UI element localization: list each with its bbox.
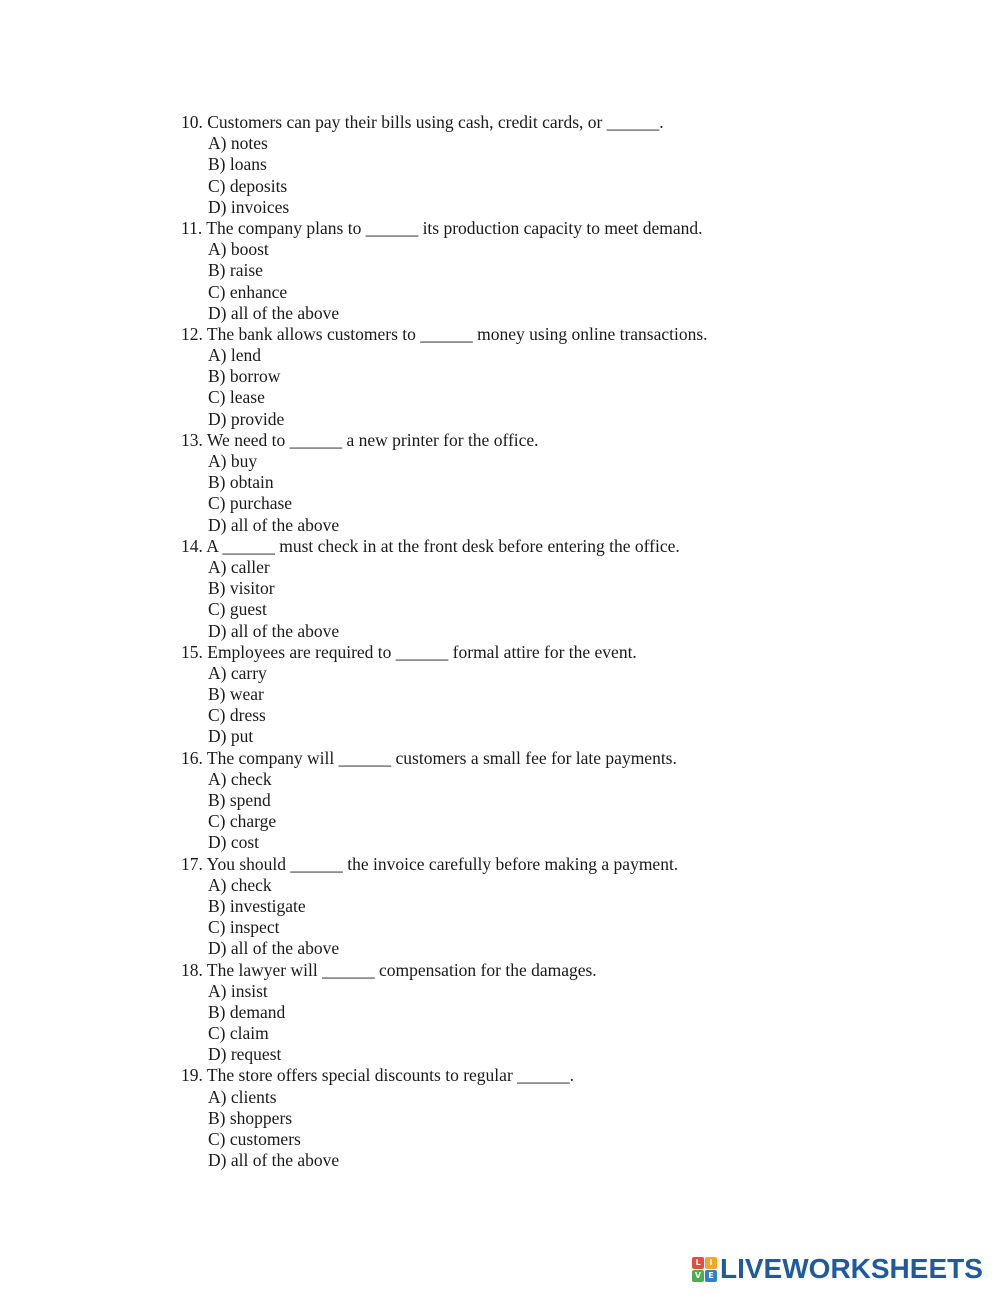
answer-option: B) visitor (208, 578, 275, 599)
answer-option: D) invoices (208, 196, 290, 217)
answer-option: D) all of the above (208, 302, 340, 323)
logo-square-l: L (692, 1257, 704, 1269)
answer-option: C) purchase (208, 493, 293, 514)
question-text: 13. We need to ______ a new printer for the office. (181, 429, 539, 450)
logo-mark-icon (692, 1257, 717, 1282)
answer-option: D) request (208, 1044, 282, 1065)
answer-option: B) shoppers (208, 1107, 293, 1128)
question-block (181, 324, 821, 430)
answer-option: B) obtain (208, 472, 274, 493)
question-block (181, 1065, 821, 1171)
question-text: 11. The company plans to ______ its production capacity to meet demand. (181, 217, 703, 238)
liveworksheets-logo (692, 1254, 983, 1284)
answer-option: C) claim (208, 1023, 269, 1044)
answer-option: C) charge (208, 811, 277, 832)
answer-option: B) borrow (208, 366, 281, 387)
answer-option: B) raise (208, 260, 263, 281)
answer-option: A) carry (208, 662, 267, 683)
question-text: 10. Customers can pay their bills using cash, credit cards, or ______. (181, 112, 664, 132)
answer-option: D) all of the above (208, 514, 340, 535)
answer-option: B) spend (208, 790, 271, 810)
question-text: 12. The bank allows customers to ______ money using online transactions. (181, 323, 708, 344)
answer-option: A) buy (208, 451, 258, 471)
answer-option: A) caller (208, 556, 270, 577)
logo-text: LIVEWORKSHEETS (720, 1253, 983, 1284)
answer-option: D) provide (208, 408, 285, 429)
answer-option: A) lend (208, 345, 261, 366)
question-block (181, 430, 821, 536)
answer-option: D) all of the above (208, 938, 340, 959)
answer-option: B) demand (208, 1001, 286, 1022)
answer-option: C) customers (208, 1129, 301, 1149)
logo-square-e: E (705, 1270, 717, 1282)
answer-option: B) loans (208, 154, 267, 175)
question-block (181, 218, 821, 324)
answer-option: D) all of the above (208, 620, 340, 641)
question-block (181, 112, 821, 218)
answer-option: C) enhance (208, 281, 288, 302)
answer-option: C) inspect (208, 917, 280, 938)
question-text: 19. The store offers special discounts to regular ______. (181, 1065, 575, 1086)
answer-option: C) dress (208, 705, 266, 726)
question-block (181, 536, 821, 642)
question-text: 15. Employees are required to ______ formal attire for the event. (181, 641, 637, 662)
question-text: 16. The company will ______ customers a small fee for late payments. (181, 747, 677, 768)
question-text: 17. You should ______ the invoice carefully before making a payment. (181, 853, 679, 874)
answer-option: B) wear (208, 684, 264, 705)
answer-option: A) insist (208, 980, 268, 1001)
answer-option: D) cost (208, 832, 260, 853)
answer-option: A) check (208, 874, 272, 895)
answer-option: C) guest (208, 599, 267, 620)
question-block (181, 960, 821, 1066)
logo-square-v: V (692, 1270, 704, 1282)
answer-option: A) boost (208, 239, 269, 260)
answer-option: D) put (208, 726, 254, 747)
question-text: 14. A ______ must check in at the front desk before entering the office. (181, 535, 680, 556)
question-block (181, 642, 821, 748)
answer-option: C) lease (208, 387, 265, 408)
answer-option: C) deposits (208, 175, 288, 196)
answer-option: A) check (208, 768, 272, 789)
logo-square-i: I (705, 1257, 717, 1269)
question-text: 18. The lawyer will ______ compensation for the damages. (181, 959, 597, 980)
question-block (181, 748, 821, 854)
answer-option: B) investigate (208, 895, 306, 916)
answer-option: D) all of the above (208, 1150, 340, 1171)
answer-option: A) clients (208, 1086, 277, 1107)
question-block (181, 854, 821, 960)
answer-option: A) notes (208, 133, 268, 154)
worksheet-questions (181, 112, 821, 1171)
